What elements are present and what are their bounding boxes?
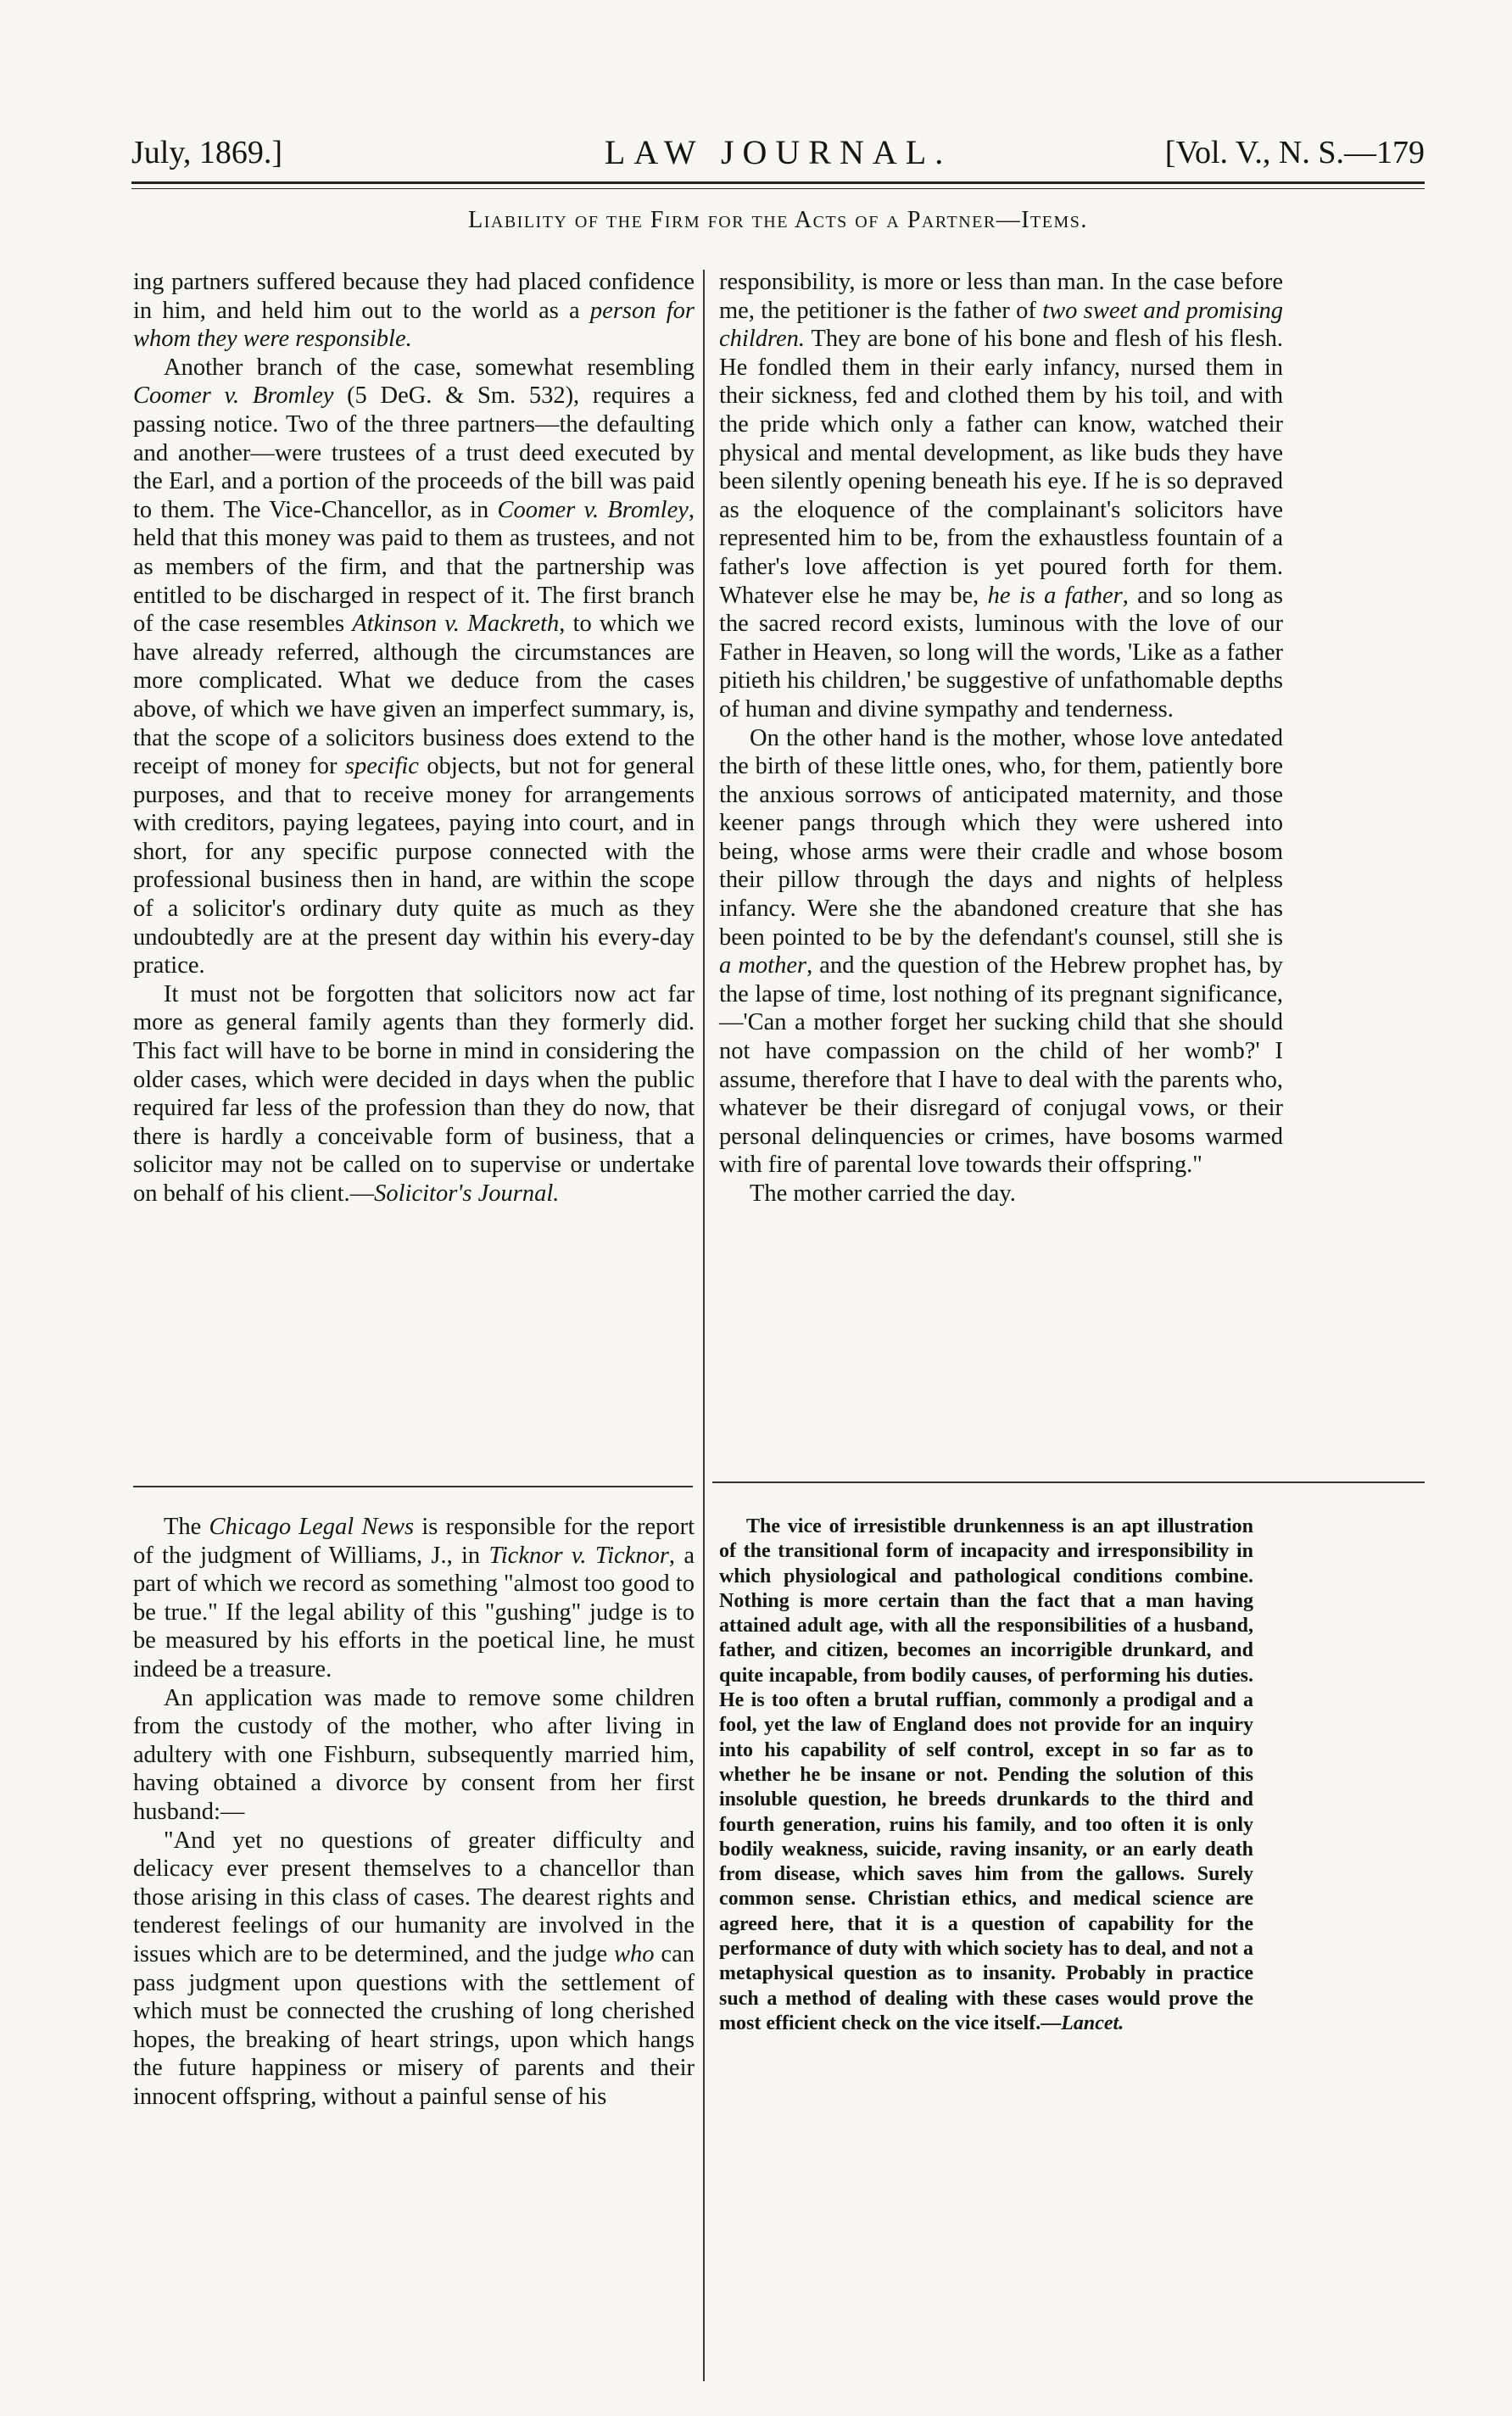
- paragraph: responsibility, is more or less than man. In the case before me, the petitioner is the father of two sweet and promising children. They are bone of his bone and flesh of his flesh. He fondled them in their early infancy, nursed them in their sickness, fed and clothed them by his toil, and with the pride which only a father can know, watched their physical and mental development, as like buds they have been silently opening beneath his eye. If he is so depraved as the eloquence of the complainant's solicitors have represented him to be, from the exhaustless fountain of a father's love affection is yet poured forth for them. Whatever else he may be, he is a father, and so long as the sacred record exists, luminous with the love of our Father in Heaven, so long will the words, 'Like as a father pitieth his children,' be suggestive of unfathomable depths of human and divine sympathy and tenderness.: [719, 269, 1283, 723]
- left-column-bottom: [133, 1513, 695, 2111]
- journal-title: LAW JOURNAL.: [604, 133, 952, 171]
- paragraph: Another branch of the case, somewhat resembling Coomer v. Bromley (5 DeG. & Sm. 532), requires a passing notice. Two of the three partners—the defaulting and another—were trustees of a trust deed executed by the Earl, and a portion of the proceeds of the bill was paid to them. The Vice-Chancellor, as in Coomer v. Bromley, held that this money was paid to them as trustees, and not as members of the firm, and that the partnership was entitled to be discharged in respect of it. The first branch of the case resembles Atkinson v. Mackreth, to which we have already referred, although the circumstances are more complicated. What we deduce from the cases above, of which we have given an imperfect summary, is, that the scope of a solicitors business does extend to the receipt of money for specific objects, but not for general purposes, and that to receive money for arrangements with creditors, paying legatees, paying into court, and in short, for any specific purpose connected with the professional business then in hand, are within the scope of a solicitor's ordinary duty quite as much as they undoubtedly are at the present day within his every-day pratice.: [133, 354, 695, 979]
- left-column-top: [133, 268, 695, 1208]
- volume-page-number: [Vol. V., N. S.—179: [1164, 135, 1425, 170]
- paragraph: The Chicago Legal News is responsible for the report of the judgment of Williams, J., in Ticknor v. Ticknor, a part of which we record as something "almost too good to be true." If the legal ability of this "gushing" judge is to be measured by his efforts in the poetical line, he must indeed be a treasure.: [133, 1514, 695, 1682]
- running-head: [131, 129, 1425, 176]
- paragraph: On the other hand is the mother, whose love antedated the birth of these little ones, who, for them, patiently bore the anxious sorrows of anticipated maternity, and those keener pangs through which they were ushered into being, whose arms were their cradle and whose bosom their pillow through the days and nights of helpless infancy. Were she the abandoned creature that she has been pointed to be by the defendant's counsel, still she is a mother, and the question of the Hebrew prophet has, by the lapse of time, lost nothing of its pregnant significance,—'Can a mother forget her sucking child that she should not have compassion on the child of her womb?' I assume, therefore that I have to deal with the parents who, whatever be their disregard of conjugal vows, or their personal delinquencies or crimes, have bosoms warmed with fire of parental love towards their offspring.": [719, 724, 1284, 1179]
- paragraph: The vice of irresistible drunkenness is an apt illustration of the transitional form of incapacity and irresponsibility in which physiological and pathological conditions combine. Nothing is more certain than the fact that a man having attained adult age, with all the responsibilities of a husband, father, and citizen, becomes an incorrigible drunkard, and quite incapable, from bodily causes, of performing his duties. He is too often a brutal ruffian, commonly a prodigal and a fool, yet the law of England does not provide for an inquiry into his capability of self control, except in so far as to whether he be insane or not. Pending the solution of this insoluble question, he breeds drunkards to the third and fourth generation, ruins his family, and too often it is only bodily weakness, suicide, raving insanity, or an early death from disease, which saves him from the gallows. Surely common sense. Christian ethics, and medical science are agreed here, that it is a question of capability for the performance of duty with which society has to deal, and not a metaphysical question as to insanity. Probably in practice such a method of dealing with these cases would prove the most efficient check on the vice itself.—Lancet.: [719, 1515, 1253, 2034]
- left-section-separator: [133, 1486, 693, 1487]
- header-date: July, 1869.]: [131, 135, 283, 170]
- header-rule-thin: [131, 188, 1425, 189]
- column-divider: [703, 270, 705, 2381]
- right-column-top: [719, 268, 1283, 1208]
- paragraph: An application was made to remove some children from the custody of the mother, who after living in adultery with one Fishburn, subsequently married him, having obtained a divorce by consent from her first husband:—: [133, 1684, 695, 1825]
- paragraph: "And yet no questions of greater difficulty and delicacy ever present themselves to a chancellor than those arising in this class of cases. The dearest rights and tenderest feelings of our humanity are involved in the issues which are to be determined, and the judge who can pass judgment upon questions with the settlement of which must be connected the crushing of long cherished hopes, the breaking of heart strings, upon which hangs the future happiness or misery of parents and their innocent offspring, without a painful sense of his: [133, 1827, 695, 2110]
- section-title: Liability of the Firm for the Acts of a Partner—Items.: [468, 207, 1088, 233]
- right-section-separator: [712, 1481, 1425, 1483]
- paragraph: ing partners suffered because they had placed confidence in him, and held him out to the world as a person for whom they were responsible.: [133, 269, 695, 353]
- paragraph: The mother carried the day.: [750, 1180, 1016, 1207]
- drunkenness-note: [719, 1515, 1253, 2036]
- header-rule-thick: [131, 181, 1425, 184]
- paragraph: It must not be forgotten that solicitors now act far more as general family agents than they formerly did. This fact will have to be borne in mind in considering the older cases, which were decided in days when the public required far less of the profession than they do now, that there is hardly a conceivable form of business, that a solicitor may not be called on to supervise or undertake on behalf of his client.—Solicitor's Journal.: [133, 980, 695, 1207]
